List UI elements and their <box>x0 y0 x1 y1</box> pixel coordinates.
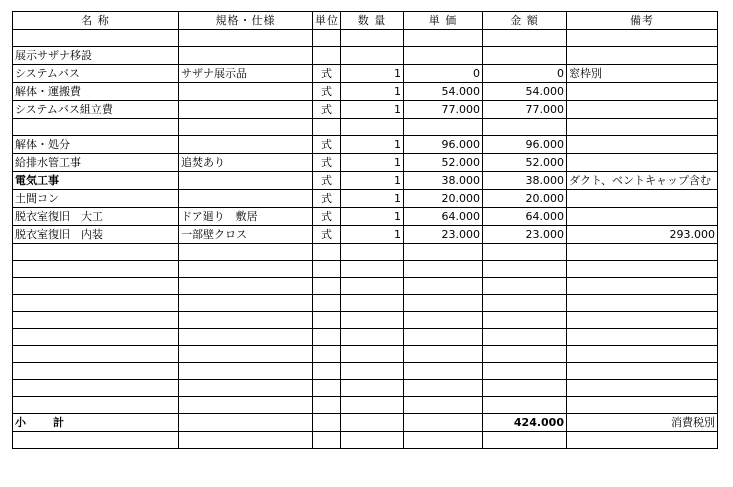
empty-cell <box>179 312 313 329</box>
table-row <box>13 154 718 172</box>
subtotal-amount: 424.000 <box>483 414 567 432</box>
item-qty: 1 <box>341 154 404 172</box>
empty-row <box>13 363 718 380</box>
empty-cell <box>404 380 483 397</box>
empty-row <box>13 380 718 397</box>
table-row <box>13 119 718 136</box>
header-price: 単 価 <box>404 12 483 30</box>
empty-cell <box>313 312 341 329</box>
item-spec: ドア廻り 敷居 <box>179 208 313 226</box>
empty-cell <box>313 261 341 278</box>
empty-cell <box>13 380 179 397</box>
item-note: 窓枠別 <box>567 65 718 83</box>
empty-cell <box>313 329 341 346</box>
item-unit: 式 <box>313 65 341 83</box>
empty-cell <box>179 432 313 449</box>
item-name: システムバス <box>13 65 179 83</box>
item-spec <box>179 190 313 208</box>
item-note <box>567 136 718 154</box>
subtotal-spec <box>179 414 313 432</box>
header-row <box>13 12 718 30</box>
empty-cell <box>483 295 567 312</box>
item-note <box>567 154 718 172</box>
table-row <box>13 65 718 83</box>
item-price: 38.000 <box>404 172 483 190</box>
blank-row <box>13 432 718 449</box>
empty-cell <box>341 295 404 312</box>
empty-cell <box>404 432 483 449</box>
empty-cell <box>179 363 313 380</box>
empty-cell <box>341 380 404 397</box>
item-price <box>404 119 483 136</box>
empty-cell <box>567 261 718 278</box>
empty-cell <box>13 432 179 449</box>
empty-cell <box>179 329 313 346</box>
subtotal-qty <box>341 414 404 432</box>
estimate-table <box>12 11 718 449</box>
empty-row <box>13 261 718 278</box>
empty-cell <box>313 380 341 397</box>
empty-cell <box>313 397 341 414</box>
empty-cell <box>179 397 313 414</box>
empty-cell <box>341 278 404 295</box>
item-price: 64.000 <box>404 208 483 226</box>
empty-row <box>13 312 718 329</box>
item-amount <box>483 119 567 136</box>
empty-cell <box>179 295 313 312</box>
empty-row <box>13 397 718 414</box>
empty-cell <box>483 329 567 346</box>
empty-cell <box>313 295 341 312</box>
item-unit: 式 <box>313 136 341 154</box>
item-unit: 式 <box>313 154 341 172</box>
item-amount: 96.000 <box>483 136 567 154</box>
empty-cell <box>567 432 718 449</box>
item-note <box>567 119 718 136</box>
item-qty: 1 <box>341 190 404 208</box>
subtotal-label: 小 計 <box>13 414 179 432</box>
item-spec <box>179 101 313 119</box>
empty-row <box>13 278 718 295</box>
item-amount: 54.000 <box>483 83 567 101</box>
empty-cell <box>567 244 718 261</box>
item-price: 23.000 <box>404 226 483 244</box>
empty-cell <box>567 397 718 414</box>
empty-cell <box>313 346 341 363</box>
item-name: 解体・運搬費 <box>13 83 179 101</box>
item-price: 96.000 <box>404 136 483 154</box>
item-spec: 一部壁クロス <box>179 226 313 244</box>
item-amount: 52.000 <box>483 154 567 172</box>
table-row <box>13 190 718 208</box>
empty-cell <box>313 432 341 449</box>
item-qty <box>341 119 404 136</box>
item-note <box>567 101 718 119</box>
empty-cell <box>13 312 179 329</box>
empty-cell <box>13 329 179 346</box>
item-price: 0 <box>404 65 483 83</box>
item-qty: 1 <box>341 226 404 244</box>
empty-cell <box>483 380 567 397</box>
empty-cell <box>179 261 313 278</box>
empty-cell <box>567 329 718 346</box>
empty-cell <box>483 363 567 380</box>
empty-cell <box>13 295 179 312</box>
empty-cell <box>341 346 404 363</box>
header-amount: 金 額 <box>483 12 567 30</box>
item-name <box>13 119 179 136</box>
empty-cell <box>567 380 718 397</box>
section-title: 展示サザナ移設 <box>13 47 179 65</box>
empty-cell <box>13 261 179 278</box>
item-note <box>567 83 718 101</box>
empty-cell <box>313 363 341 380</box>
table-row <box>13 172 718 190</box>
subtotal-unit <box>313 414 341 432</box>
empty-cell <box>567 312 718 329</box>
empty-cell <box>313 244 341 261</box>
empty-cell <box>404 295 483 312</box>
item-qty: 1 <box>341 101 404 119</box>
item-price: 77.000 <box>404 101 483 119</box>
empty-cell <box>483 261 567 278</box>
empty-cell <box>483 278 567 295</box>
empty-cell <box>404 244 483 261</box>
empty-cell <box>483 397 567 414</box>
empty-cell <box>179 278 313 295</box>
empty-cell <box>483 312 567 329</box>
empty-cell <box>567 363 718 380</box>
item-name: 解体・処分 <box>13 136 179 154</box>
item-spec <box>179 136 313 154</box>
empty-cell <box>483 346 567 363</box>
empty-cell <box>483 244 567 261</box>
empty-cell <box>404 363 483 380</box>
item-name: 給排水管工事 <box>13 154 179 172</box>
table-body <box>13 30 718 449</box>
item-price: 20.000 <box>404 190 483 208</box>
item-note <box>567 190 718 208</box>
empty-cell <box>341 397 404 414</box>
empty-cell <box>13 278 179 295</box>
item-name: 電気工事 <box>13 172 179 190</box>
item-amount: 77.000 <box>483 101 567 119</box>
empty-cell <box>341 261 404 278</box>
empty-cell <box>341 244 404 261</box>
item-unit: 式 <box>313 172 341 190</box>
item-unit: 式 <box>313 226 341 244</box>
empty-cell <box>404 312 483 329</box>
empty-cell <box>404 397 483 414</box>
table-row <box>13 83 718 101</box>
empty-cell <box>567 346 718 363</box>
blank-row <box>13 30 718 47</box>
table-row <box>13 136 718 154</box>
item-price: 52.000 <box>404 154 483 172</box>
empty-cell <box>179 346 313 363</box>
item-spec <box>179 83 313 101</box>
subtotal-row <box>13 414 718 432</box>
item-unit: 式 <box>313 101 341 119</box>
item-spec: 追焚あり <box>179 154 313 172</box>
empty-cell <box>13 363 179 380</box>
item-qty: 1 <box>341 208 404 226</box>
item-qty: 1 <box>341 172 404 190</box>
item-price: 54.000 <box>404 83 483 101</box>
empty-cell <box>404 346 483 363</box>
table-row <box>13 226 718 244</box>
empty-cell <box>404 261 483 278</box>
item-amount: 64.000 <box>483 208 567 226</box>
item-spec <box>179 172 313 190</box>
empty-cell <box>313 278 341 295</box>
empty-cell <box>13 244 179 261</box>
subtotal-tax-note: 消費税別 <box>567 414 718 432</box>
item-note: ダクト、ベントキャップ含む <box>567 172 718 190</box>
empty-row <box>13 295 718 312</box>
empty-cell <box>13 397 179 414</box>
item-note: 293.000 <box>567 226 718 244</box>
header-unit: 単位 <box>313 12 341 30</box>
empty-cell <box>567 295 718 312</box>
item-name: システムバス組立費 <box>13 101 179 119</box>
item-spec <box>179 119 313 136</box>
empty-row <box>13 244 718 261</box>
item-amount: 20.000 <box>483 190 567 208</box>
item-amount: 0 <box>483 65 567 83</box>
item-unit <box>313 119 341 136</box>
empty-cell <box>341 363 404 380</box>
empty-row <box>13 346 718 363</box>
item-qty: 1 <box>341 65 404 83</box>
header-note: 備考 <box>567 12 718 30</box>
empty-cell <box>179 244 313 261</box>
empty-cell <box>341 329 404 346</box>
item-spec: サザナ展示品 <box>179 65 313 83</box>
header-spec: 規格・仕様 <box>179 12 313 30</box>
item-amount: 38.000 <box>483 172 567 190</box>
section-row <box>13 47 718 65</box>
empty-cell <box>179 380 313 397</box>
empty-cell <box>567 278 718 295</box>
item-name: 土間コン <box>13 190 179 208</box>
item-unit: 式 <box>313 208 341 226</box>
empty-cell <box>341 312 404 329</box>
item-name: 脱衣室復旧 内装 <box>13 226 179 244</box>
item-qty: 1 <box>341 83 404 101</box>
item-name: 脱衣室復旧 大工 <box>13 208 179 226</box>
item-note <box>567 208 718 226</box>
table-row <box>13 101 718 119</box>
empty-cell <box>483 432 567 449</box>
item-unit: 式 <box>313 190 341 208</box>
subtotal-price <box>404 414 483 432</box>
empty-cell <box>341 432 404 449</box>
empty-cell <box>404 329 483 346</box>
empty-row <box>13 329 718 346</box>
empty-cell <box>13 346 179 363</box>
item-unit: 式 <box>313 83 341 101</box>
header-name: 名 称 <box>13 12 179 30</box>
table-row <box>13 208 718 226</box>
empty-cell <box>404 278 483 295</box>
item-amount: 23.000 <box>483 226 567 244</box>
header-qty: 数 量 <box>341 12 404 30</box>
item-qty: 1 <box>341 136 404 154</box>
